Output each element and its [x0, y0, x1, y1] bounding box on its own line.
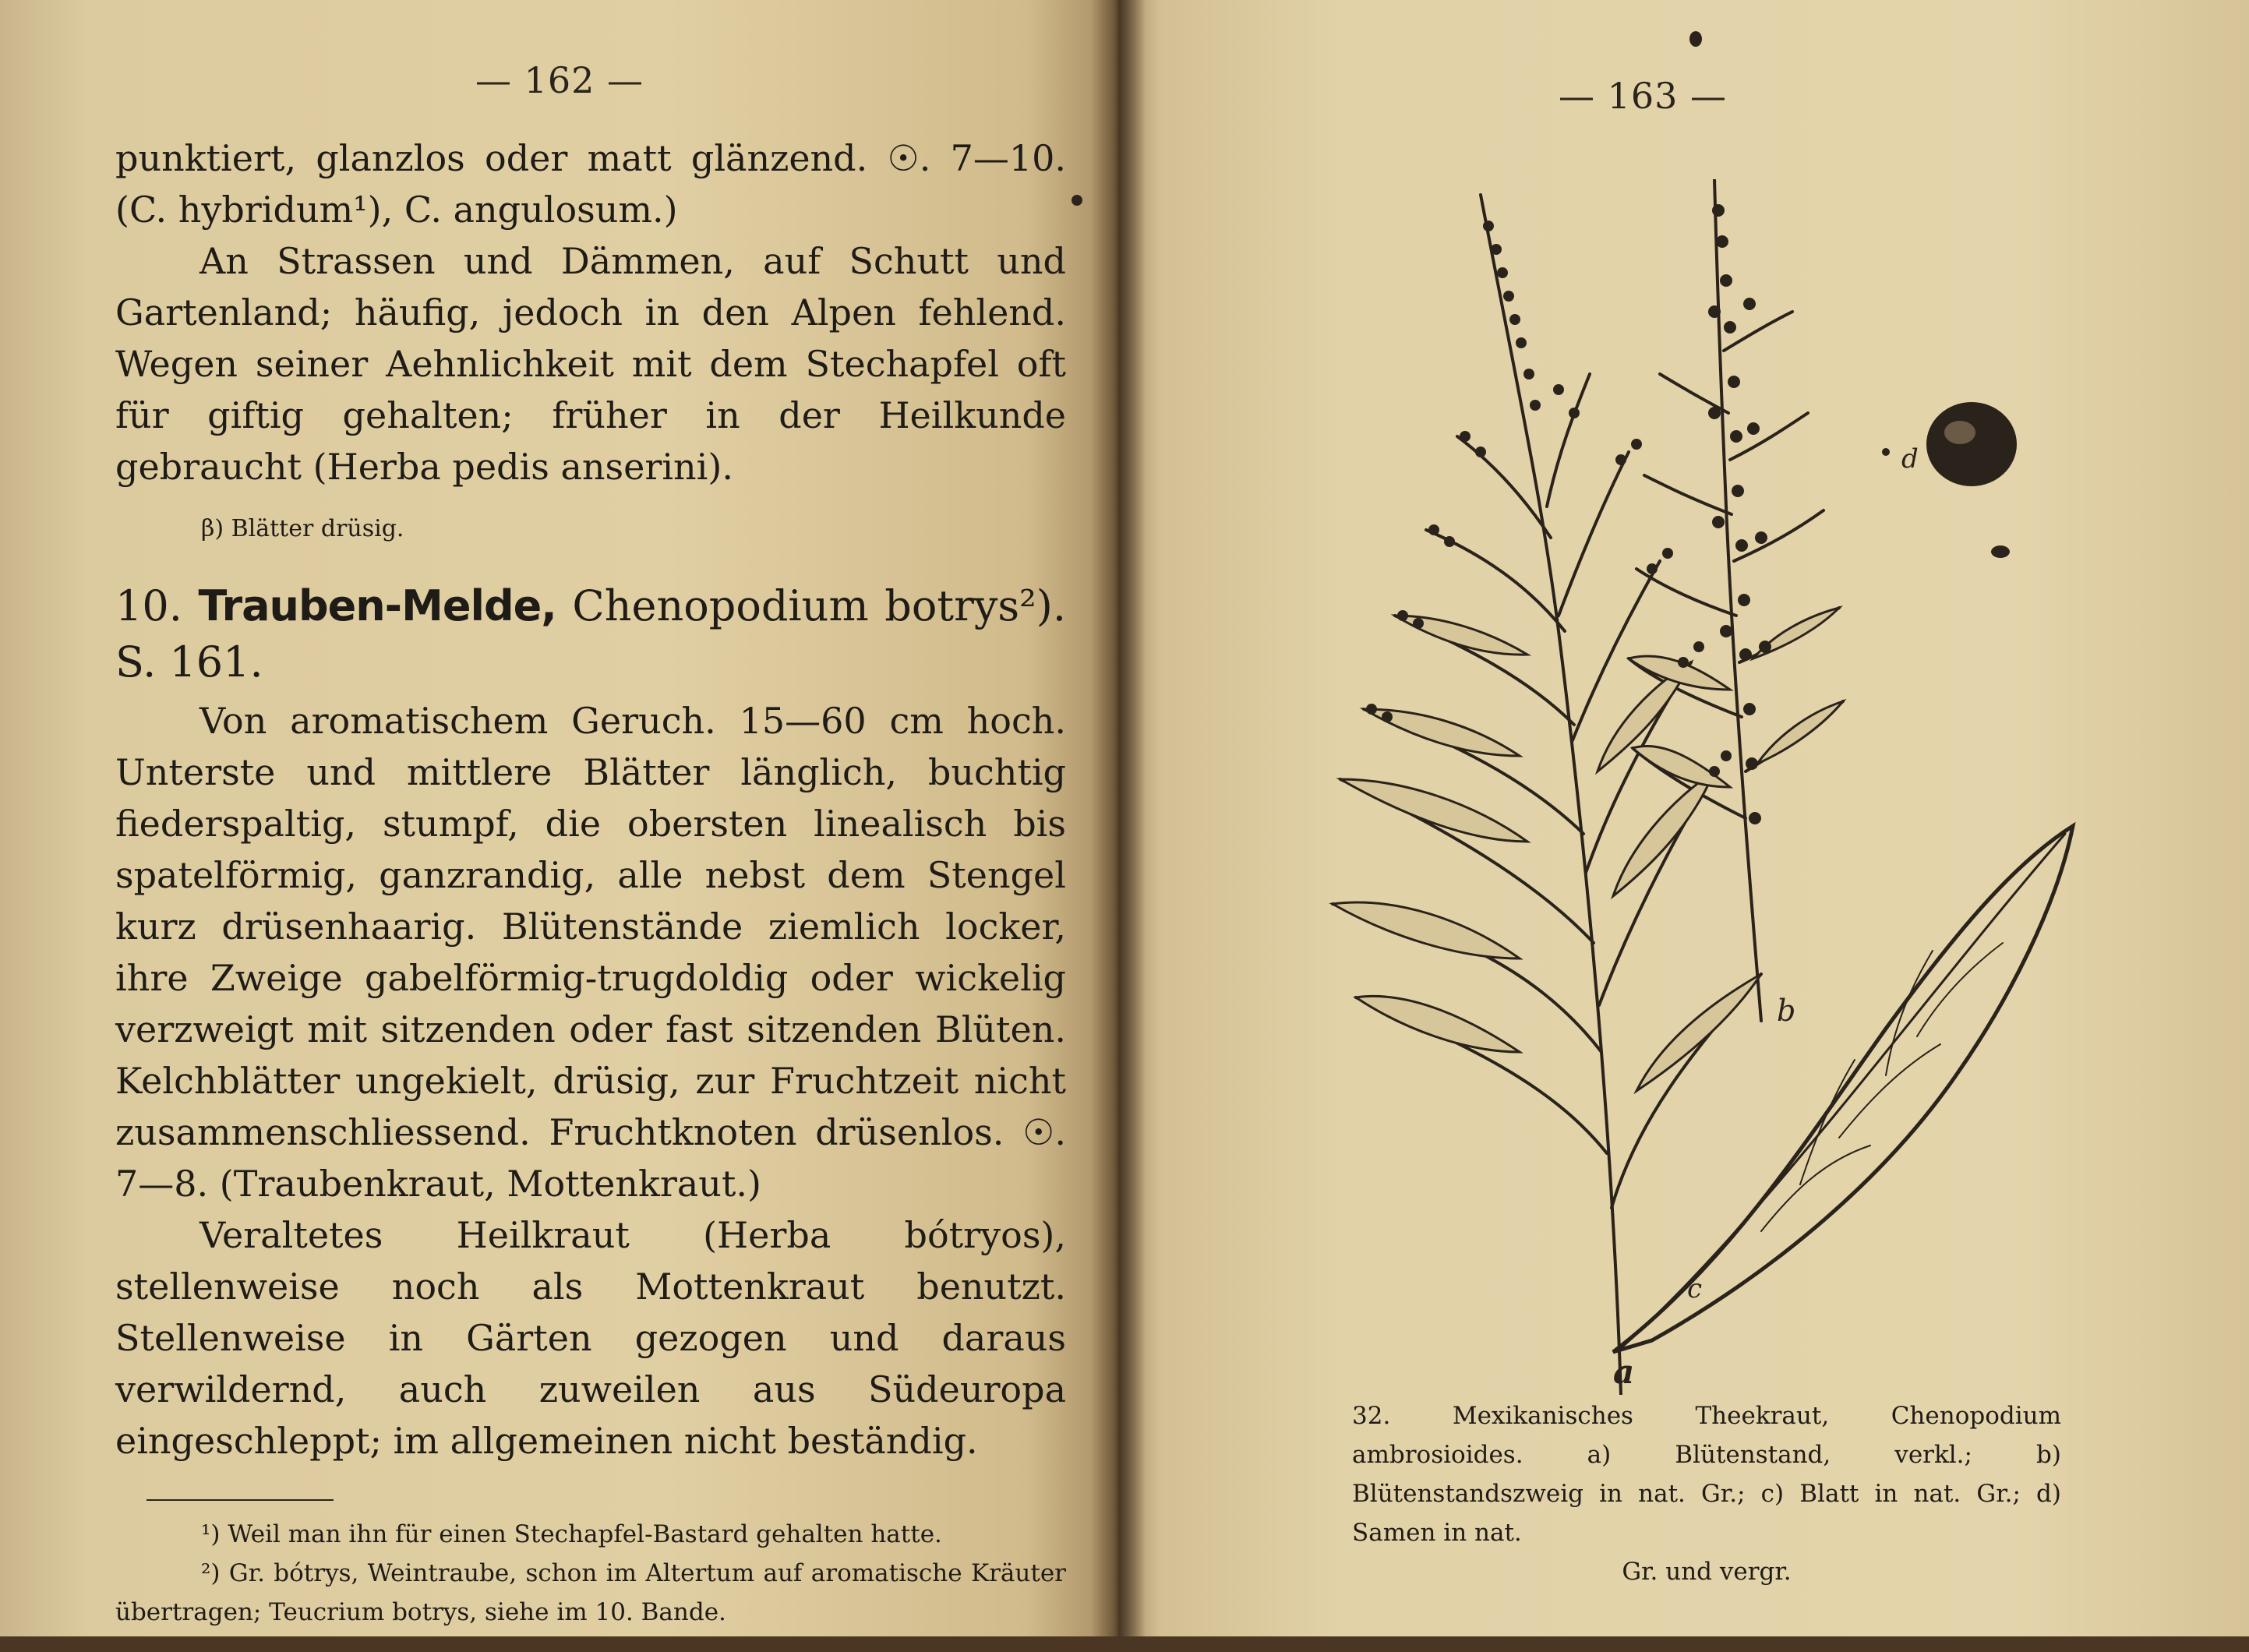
ink-speck [1991, 545, 2010, 558]
intro-lines: punktiert, glanzlos oder matt glänzend. ☉. 7—10. (C. hybridum¹), C. angulosum.) [115, 137, 1066, 231]
description-paragraph: Von aromatischem Geruch. 15—60 cm hoch. Unterste und mittlere Blätter länglich, buchtig fiederspaltig, stumpf, die obersten linealisch bis spatelförmig, ganzrandig, alle nebst dem Stengel kurz drüsenhaarig. Blütenstände ziemlich locker, ihre Zweige gabelförmig-trugdoldig oder wickelig verzweigt mit sitzenden oder fast sitzenden Blüten. Kelchblätter ungekielt, drüsig, zur Fruchtzeit nicht zusammenschliessend. Fruchtknoten drüsenlos. ☉. 7—8. (Traubenkraut, Mottenkraut.) [115, 700, 1066, 1205]
page-bottom-edge [0, 1636, 2249, 1652]
footnote-2: ²) Gr. bótrys, Weintraube, schon im Altertum auf aromatische Kräuter übertragen; Teucrium botrys, siehe im 10. Bande. [115, 1559, 1066, 1626]
ink-speck [1072, 195, 1082, 206]
caption-main: 32. Mexikanisches Theekraut, Chenopodium ambrosioides. a) Blütenstand, verkl.; b) Blütenstandszweig in nat. Gr.; c) Blatt in nat. Gr.; d) Samen in nat. [1352, 1402, 2061, 1547]
species-number: 10. [115, 581, 182, 630]
footnotes [115, 1515, 1066, 1632]
page-number-left: — 162 — [475, 59, 644, 101]
habitat-paragraph: An Strassen und Dämmen, auf Schutt und Gartenland; häufig, jedoch in den Alpen fehlend. Wegen seiner Aehnlichkeit mit dem Stechapfel oft für giftig gehalten; früher in der Heilkunde gebraucht (Herba pedis anserini). [115, 240, 1066, 488]
usage-paragraph: Veraltetes Heilkraut (Herba bótryos), stellenweise noch als Mottenkraut benutzt. Stellenweise in Gärten gezogen und daraus verwildernd, auch zuweilen aus Südeuropa eingeschleppt; im allgemeinen nicht beständig. [115, 1214, 1066, 1462]
left-page-text [115, 132, 1066, 1632]
plant-illustration [1325, 179, 2088, 1395]
page-number-right: — 163 — [1559, 75, 1728, 117]
ink-speck [1689, 31, 1702, 47]
label-b: b [1777, 994, 1796, 1028]
label-d: d [1901, 443, 1919, 475]
label-a: a [1613, 1353, 1635, 1391]
label-c: c [1687, 1273, 1703, 1304]
stem-a [1481, 195, 1621, 1395]
sub-heading: β) Blätter drüsig. [201, 515, 404, 542]
species-latin: Chenopodium botrys²). S. 161. [115, 581, 1066, 687]
footnote-divider [147, 1499, 334, 1501]
figure-caption [1352, 1396, 2061, 1591]
book-gutter [1091, 0, 1146, 1652]
left-page [0, 0, 1114, 1652]
species-heading [115, 578, 1066, 690]
species-name: Trauben-Melde, [198, 581, 556, 630]
caption-last-line: Gr. und vergr. [1622, 1558, 1792, 1586]
footnote-1: ¹) Weil man ihn für einen Stechapfel-Bastard gehalten hatte. [201, 1520, 942, 1548]
